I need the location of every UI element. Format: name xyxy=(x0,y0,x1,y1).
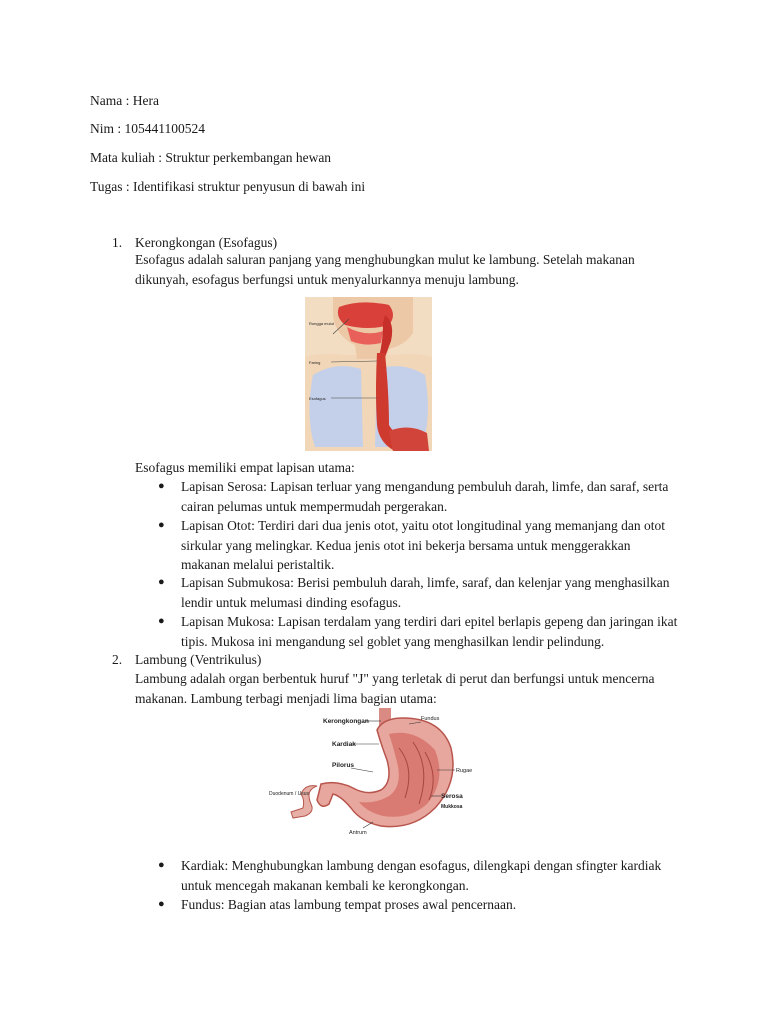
section-1-title: Kerongkongan (Esofagus) xyxy=(135,235,278,250)
bullet-marker: ● xyxy=(158,898,165,910)
section-1-description: Esofagus adalah saluran panjang yang menghubungkan mulut ke lambung. Setelah makanan dikunyah, esofagus berfungsi untuk menyalurkannya menuju lambung. xyxy=(135,252,635,287)
stomach-label-serosa: Serosa xyxy=(441,793,463,800)
bullet-kardiak: Kardiak: Menghubungkan lambung dengan esofagus, dilengkapi dengan sfingter kardiak untuk mencegah makanan kembali ke kerongkongan. xyxy=(181,858,662,893)
bullet-fundus: Fundus: Bagian atas lambung tempat proses awal pencernaan. xyxy=(181,897,517,912)
esophagus-label-b: Faring xyxy=(309,360,321,365)
bullet-otot: Lapisan Otot: Terdiri dari dua jenis otot, yaitu otot longitudinal yang memanjang dan otot sirkular yang melingkar. Kedua jenis otot ini bekerja bersama untuk menggerakkan makanan melalui peristaltik. xyxy=(181,518,665,572)
bullet-marker: ● xyxy=(158,859,165,871)
esophagus-label-a: Rongga mulut xyxy=(309,321,334,326)
stomach-illustration xyxy=(265,708,487,838)
stomach-label-rugae: Rugae xyxy=(456,768,473,774)
stomach-label-pilorus: Pilorus xyxy=(332,762,355,769)
bullet-mukosa: Lapisan Mukosa: Lapisan terdalam yang terdiri dari epitel berlapis gepeng dan jaringan ikat tipis. Mukosa ini mengandung sel goblet yang menghasilkan lendir pelindung. xyxy=(181,614,678,649)
student-name: Nama : Hera xyxy=(90,93,159,108)
section-1-intro: Esofagus memiliki empat lapisan utama: xyxy=(135,460,355,475)
course-name: Mata kuliah : Struktur perkembangan hewan xyxy=(90,150,332,165)
stomach-label-mukosa: Mukkosa xyxy=(441,804,463,810)
esophagus-illustration xyxy=(305,297,432,451)
bullet-marker: ● xyxy=(158,615,165,627)
bullet-serosa: Lapisan Serosa: Lapisan terluar yang mengandung pembuluh darah, limfe, dan saraf, serta cairan pelumas untuk mempermudah pergerakan. xyxy=(181,479,669,514)
stomach-figure xyxy=(265,708,487,838)
stomach-label-duodenum: Duodenum / Usus xyxy=(269,791,310,797)
bullet-marker: ● xyxy=(158,519,165,531)
task-description: Tugas : Identifikasi struktur penyusun di bawah ini xyxy=(90,179,366,194)
student-nim: Nim : 105441100524 xyxy=(90,121,206,136)
section-1-number: 1. xyxy=(112,235,123,250)
section-2-number: 2. xyxy=(112,652,123,667)
esophagus-label-c: Esofagus xyxy=(309,396,326,401)
stomach-label-antrum: Antrum xyxy=(349,830,367,836)
section-2-title: Lambung (Ventrikulus) xyxy=(135,652,262,667)
stomach-label-kardiak: Kardiak xyxy=(332,741,356,748)
bullet-submukosa: Lapisan Submukosa: Berisi pembuluh darah, limfe, saraf, dan kelenjar yang menghasilkan lendir untuk melumasi dinding esofagus. xyxy=(181,575,670,610)
esophagus-figure xyxy=(305,297,432,451)
stomach-label-fundus: Fundus xyxy=(421,716,440,722)
bullet-marker: ● xyxy=(158,576,165,588)
section-2-description: Lambung adalah organ berbentuk huruf "J" yang terletak di perut dan berfungsi untuk mencerna makanan. Lambung terbagi menjadi lima bagian utama: xyxy=(135,671,655,706)
bullet-marker: ● xyxy=(158,480,165,492)
stomach-label-kerongkongan: Kerongkongan xyxy=(323,718,369,725)
